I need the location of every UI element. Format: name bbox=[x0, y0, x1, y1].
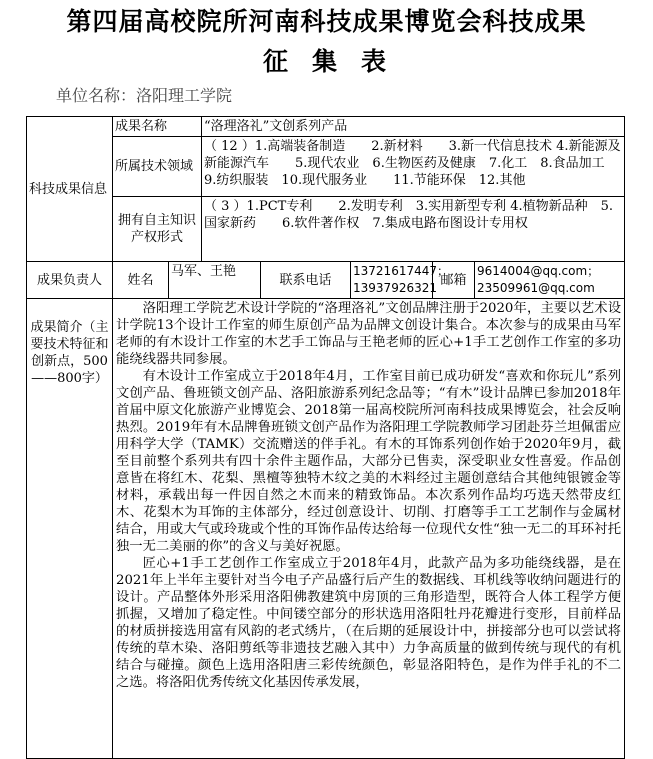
summary-paragraph: 洛阳理工学院艺术设计学院的“洛理洛礼”文创品牌注册于2020年，主要以艺术设计学院13个设计工作室的师生原创产品为品牌文创设计集合。本次参与的成果由马军老师的有木设计工作室的木艺手工饰品与王艳老师的匠心+1手工艺创作工作室的多功能绕线器共同参展。 bbox=[116, 301, 622, 367]
email-label: 邮箱 bbox=[433, 262, 475, 299]
tech-info-section-label: 科技成果信息 bbox=[27, 117, 113, 262]
ip-form-value: （ 3 ）1.PCT专利 2.发明专利 3.实用新型专利 4.植物新品种 5.国家新药 6.软件著作权 7.集成电路布图设计专用权 bbox=[202, 197, 625, 262]
tech-field-value: （ 12 ）1.高端装备制造 2.新材料 3.新一代信息技术 4.新能源及新能源汽车 5.现代农业 6.生物医药及健康 7.化工 8.食品加工 9.纺织服装 10.现代服务业 11.节能环保 12.其他 bbox=[202, 137, 625, 197]
owner-name-label: 姓名 bbox=[113, 262, 169, 299]
summary-paragraph: 有木设计工作室成立于2018年4月，工作室目前已成功研发“喜欢和你玩儿”系列文创产品、鲁班锁文创产品、洛阳旅游系列纪念品等；“有木”设计品牌已参加2018年首届中原文化旅游产业博览会、2018第一届高校院所河南科技成果博览会，社会反响热烈。2019年有木品牌鲁班锁文创产品作为洛阳理工学院教师学习团赴芬兰坦佩雷应用科学大学（TAMK）交流赠送的伴手礼。有木的耳饰系列创作始于2020年9月，截至目前整个系列共有四十余件主题作品，大部分已售卖，深受职业女性喜爱。作品创意皆在将红木、花梨、黑檀等独特木纹之美的木料经过主题创意结合其他纯银镀金等材料，承载出每一件因自然之木而来的精致饰品。本次系列作品均巧选天然带皮红木、花梨木为耳饰的主体部分，经过创意设计、切削、打磨等手工工艺制作与金属材结合，用或大气或玲珑或个性的耳饰作品传达给每一位现代女性“独一无二的耳环衬托独一无二美丽的你”的含义与美好祝愿。 bbox=[116, 369, 622, 554]
tech-field-label: 所属技术领域 bbox=[113, 137, 202, 197]
summary-section-label: 成果简介（主要技术特征和创新点，500——800字） bbox=[27, 299, 113, 759]
owner-section-label: 成果负责人 bbox=[27, 262, 113, 299]
achievement-name-label: 成果名称 bbox=[113, 117, 202, 137]
ip-form-label: 拥有自主知识产权形式 bbox=[113, 197, 202, 262]
unit-name-row bbox=[56, 83, 232, 106]
collection-form-table bbox=[26, 116, 625, 759]
phone-value: 13721617447；13937926321 bbox=[351, 262, 433, 299]
email-value: 9614004@qq.com；23509961@qq.com bbox=[475, 262, 625, 299]
summary-paragraph: 匠心+1手工艺创作工作室成立于2018年4月，此款产品为多功能绕线器，是在2021年上半年主要针对当今电子产品盛行后产生的数据线、耳机线等收纳问题进行的设计。产品整体外形采用洛阳佛教建筑中房顶的三角形造型，既符合人体工程学方便抓握，又增加了稳定性。中间镂空部分的形状选用洛阳牡丹花瓣进行变形，目前样品的材质拼接选用富有风韵的老式绣片，（在后期的延展设计中，拼接部分也可以尝试将传统的草木染、洛阳剪纸等非遗技艺融入其中）力争高质量的做到传统与现代的有机结合与碰撞。颜色上选用洛阳唐三彩传统颜色，彰显洛阳特色，是作为伴手礼的不二之选。将洛阳优秀传统文化基因传承发展， bbox=[116, 556, 622, 690]
owner-name-value: 马军、王艳 bbox=[169, 262, 261, 299]
achievement-name-value: “洛理洛礼”文创系列产品 bbox=[202, 117, 625, 137]
form-title-line2: 征集表 bbox=[262, 47, 410, 76]
summary-body bbox=[113, 299, 625, 759]
phone-label: 联系电话 bbox=[261, 262, 351, 299]
form-title-line1: 第四届高校院所河南科技成果博览会科技成果 bbox=[66, 7, 587, 36]
unit-name-label: 单位名称： bbox=[56, 86, 137, 105]
unit-name-value: 洛阳理工学院 bbox=[136, 86, 233, 105]
